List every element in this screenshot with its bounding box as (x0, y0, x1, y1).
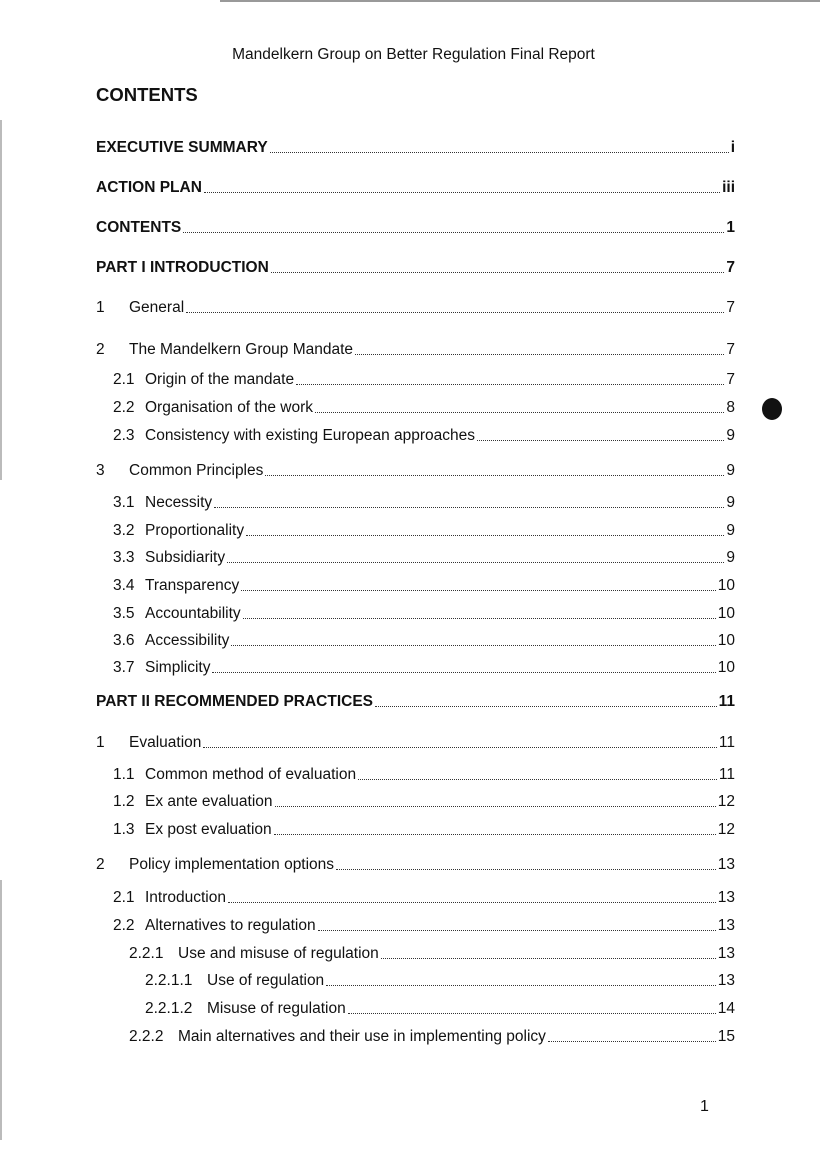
toc-entry-page: 12 (717, 821, 735, 838)
toc-entry-number: 3.2 (113, 522, 135, 539)
toc-entry-page: 8 (726, 399, 735, 416)
toc-entry-page: 7 (726, 371, 735, 388)
toc-entry-title: Accountability (145, 605, 241, 622)
toc-leader-dots (270, 151, 729, 153)
toc-entry-title: PART II RECOMMENDED PRACTICES (96, 693, 374, 710)
toc-entry[interactable] (96, 179, 735, 197)
toc-entry-title: Organisation of the work (145, 399, 314, 416)
toc-entry-number: 3.1 (113, 494, 135, 511)
toc-entry-title: Use of regulation (207, 972, 325, 989)
toc-entry[interactable] (113, 793, 735, 811)
toc-leader-dots (375, 705, 717, 707)
toc-entry-title: General (129, 299, 185, 316)
toc-entry-title: Necessity (145, 494, 213, 511)
toc-entry-number: 2.2.1 (129, 945, 164, 962)
toc-leader-dots (315, 411, 724, 413)
toc-entry[interactable] (113, 494, 735, 512)
toc-entry-number: 3.3 (113, 549, 135, 566)
toc-entry-title: Transparency (145, 577, 240, 594)
toc-entry-page: 14 (717, 1000, 735, 1017)
toc-leader-dots (271, 271, 725, 273)
toc-entry-page: 1 (726, 219, 735, 236)
toc-entry[interactable] (96, 219, 735, 237)
toc-leader-dots (275, 805, 716, 807)
toc-entry-page: i (730, 139, 735, 156)
report-header: Mandelkern Group on Better Regulation Final Report (232, 46, 595, 63)
toc-entry[interactable] (129, 945, 735, 963)
toc-entry[interactable] (113, 659, 735, 677)
toc-leader-dots (241, 589, 716, 591)
toc-entry-page: 15 (717, 1028, 735, 1045)
toc-leader-dots (265, 474, 724, 476)
toc-entry[interactable] (113, 766, 735, 784)
toc-leader-dots (318, 929, 716, 931)
toc-entry-page: 10 (717, 605, 735, 622)
toc-entry-number: 2.1 (113, 371, 135, 388)
toc-entry[interactable] (113, 399, 735, 417)
toc-leader-dots (296, 383, 724, 385)
toc-entry-page: 10 (717, 632, 735, 649)
toc-entry-page: 13 (717, 917, 735, 934)
scan-artifact-top-line (220, 0, 820, 2)
toc-entry[interactable] (113, 821, 735, 839)
toc-leader-dots (231, 644, 715, 646)
toc-entry[interactable] (113, 549, 735, 567)
toc-entry-page: iii (722, 179, 735, 196)
toc-leader-dots (227, 561, 724, 563)
toc-leader-dots (214, 506, 724, 508)
toc-entry-number: 3 (96, 462, 105, 479)
toc-entry-title: Proportionality (145, 522, 245, 539)
toc-entry-number: 3.5 (113, 605, 135, 622)
toc-entry[interactable] (96, 259, 735, 277)
toc-entry-number: 1 (96, 734, 105, 751)
toc-entry[interactable] (113, 522, 735, 540)
toc-leader-dots (548, 1040, 716, 1042)
toc-entry-title: CONTENTS (96, 219, 182, 236)
toc-entry-page: 13 (717, 945, 735, 962)
toc-entry[interactable] (96, 299, 735, 317)
toc-entry-number: 2 (96, 856, 105, 873)
toc-leader-dots (336, 868, 716, 870)
toc-entry[interactable] (113, 371, 735, 389)
toc-entry-page: 7 (726, 299, 735, 316)
toc-entry[interactable] (96, 341, 735, 359)
toc-entry-page: 13 (717, 972, 735, 989)
toc-entry-number: 1.1 (113, 766, 135, 783)
toc-leader-dots (355, 353, 724, 355)
toc-entry-title: Evaluation (129, 734, 202, 751)
toc-entry-number: 2.2.2 (129, 1028, 164, 1045)
toc-entry-number: 2.2 (113, 917, 135, 934)
toc-leader-dots (358, 778, 717, 780)
toc-entry-title: Origin of the mandate (145, 371, 295, 388)
toc-entry-page: 9 (726, 549, 735, 566)
toc-entry[interactable] (96, 139, 735, 157)
toc-entry-page: 13 (717, 856, 735, 873)
toc-entry-number: 1 (96, 299, 105, 316)
toc-entry[interactable] (113, 917, 735, 935)
toc-leader-dots (204, 191, 720, 193)
page-number: 1 (700, 1098, 709, 1115)
toc-entry-number: 2.3 (113, 427, 135, 444)
toc-entry-number: 2 (96, 341, 105, 358)
toc-entry-page: 10 (717, 577, 735, 594)
toc-entry-title: Accessibility (145, 632, 230, 649)
toc-entry-number: 1.3 (113, 821, 135, 838)
toc-entry-title: Common Principles (129, 462, 264, 479)
toc-entry-number: 2.1 (113, 889, 135, 906)
toc-leader-dots (228, 901, 716, 903)
toc-leader-dots (243, 617, 716, 619)
toc-entry-page: 9 (726, 494, 735, 511)
contents-heading: CONTENTS (96, 84, 198, 105)
toc-entry[interactable] (96, 693, 735, 711)
toc-entry-title: Main alternatives and their use in implementing policy (178, 1028, 546, 1045)
toc-leader-dots (183, 231, 724, 233)
toc-entry-title: Use and misuse of regulation (178, 945, 379, 962)
toc-entry-number: 3.6 (113, 632, 135, 649)
toc-entry-number: 2.2.1.1 (145, 972, 193, 989)
toc-entry-page: 9 (726, 462, 735, 479)
toc-entry-title: Alternatives to regulation (145, 917, 316, 934)
toc-entry[interactable] (96, 856, 735, 874)
toc-entry[interactable] (113, 889, 735, 907)
toc-entry-title: Policy implementation options (129, 856, 335, 873)
toc-entry-page: 12 (717, 793, 735, 810)
scan-artifact-left-edge-lower (0, 880, 2, 1140)
toc-entry[interactable] (145, 1000, 735, 1018)
toc-entry-title: ACTION PLAN (96, 179, 202, 196)
toc-entry-number: 3.7 (113, 659, 135, 676)
toc-entry[interactable] (96, 734, 735, 752)
toc-entry-number: 3.4 (113, 577, 135, 594)
toc-entry-title: PART I INTRODUCTION (96, 259, 269, 276)
toc-entry-page: 7 (726, 259, 735, 276)
toc-entry-title: Simplicity (145, 659, 211, 676)
toc-entry-number: 1.2 (113, 793, 135, 810)
toc-entry-page: 11 (718, 693, 735, 710)
toc-leader-dots (203, 746, 717, 748)
toc-entry[interactable] (113, 605, 735, 623)
toc-leader-dots (246, 534, 724, 536)
toc-entry-title: EXECUTIVE SUMMARY (96, 139, 268, 156)
toc-leader-dots (274, 833, 716, 835)
toc-entry-title: Common method of evaluation (145, 766, 357, 783)
toc-entry-title: Misuse of regulation (207, 1000, 346, 1017)
toc-entry-title: Consistency with existing European approaches (145, 427, 475, 444)
toc-entry-number: 2.2.1.2 (145, 1000, 193, 1017)
toc-entry[interactable] (145, 972, 735, 990)
toc-entry-page: 7 (726, 341, 735, 358)
toc-leader-dots (348, 1012, 716, 1014)
toc-entry-page: 10 (717, 659, 735, 676)
toc-entry[interactable] (96, 462, 735, 480)
toc-entry-page: 11 (718, 734, 735, 751)
toc-entry-number: 2.2 (113, 399, 135, 416)
punch-hole-mark (762, 398, 782, 420)
toc-entry-title: Subsidiarity (145, 549, 226, 566)
toc-entry-page: 13 (717, 889, 735, 906)
toc-entry-title: Introduction (145, 889, 226, 906)
toc-entry[interactable] (129, 1028, 735, 1046)
toc-leader-dots (477, 439, 724, 441)
toc-entry-page: 9 (726, 427, 735, 444)
toc-entry-title: The Mandelkern Group Mandate (129, 341, 354, 358)
toc-entry[interactable] (113, 427, 735, 445)
scan-artifact-left-edge (0, 120, 2, 480)
toc-entry-page: 9 (726, 522, 735, 539)
toc-leader-dots (326, 984, 716, 986)
toc-entry[interactable] (113, 632, 735, 650)
toc-entry[interactable] (113, 577, 735, 595)
toc-entry-title: Ex ante evaluation (145, 793, 273, 810)
toc-leader-dots (212, 671, 715, 673)
toc-leader-dots (186, 311, 724, 313)
toc-entry-page: 11 (718, 766, 735, 783)
toc-entry-title: Ex post evaluation (145, 821, 272, 838)
toc-leader-dots (381, 957, 716, 959)
